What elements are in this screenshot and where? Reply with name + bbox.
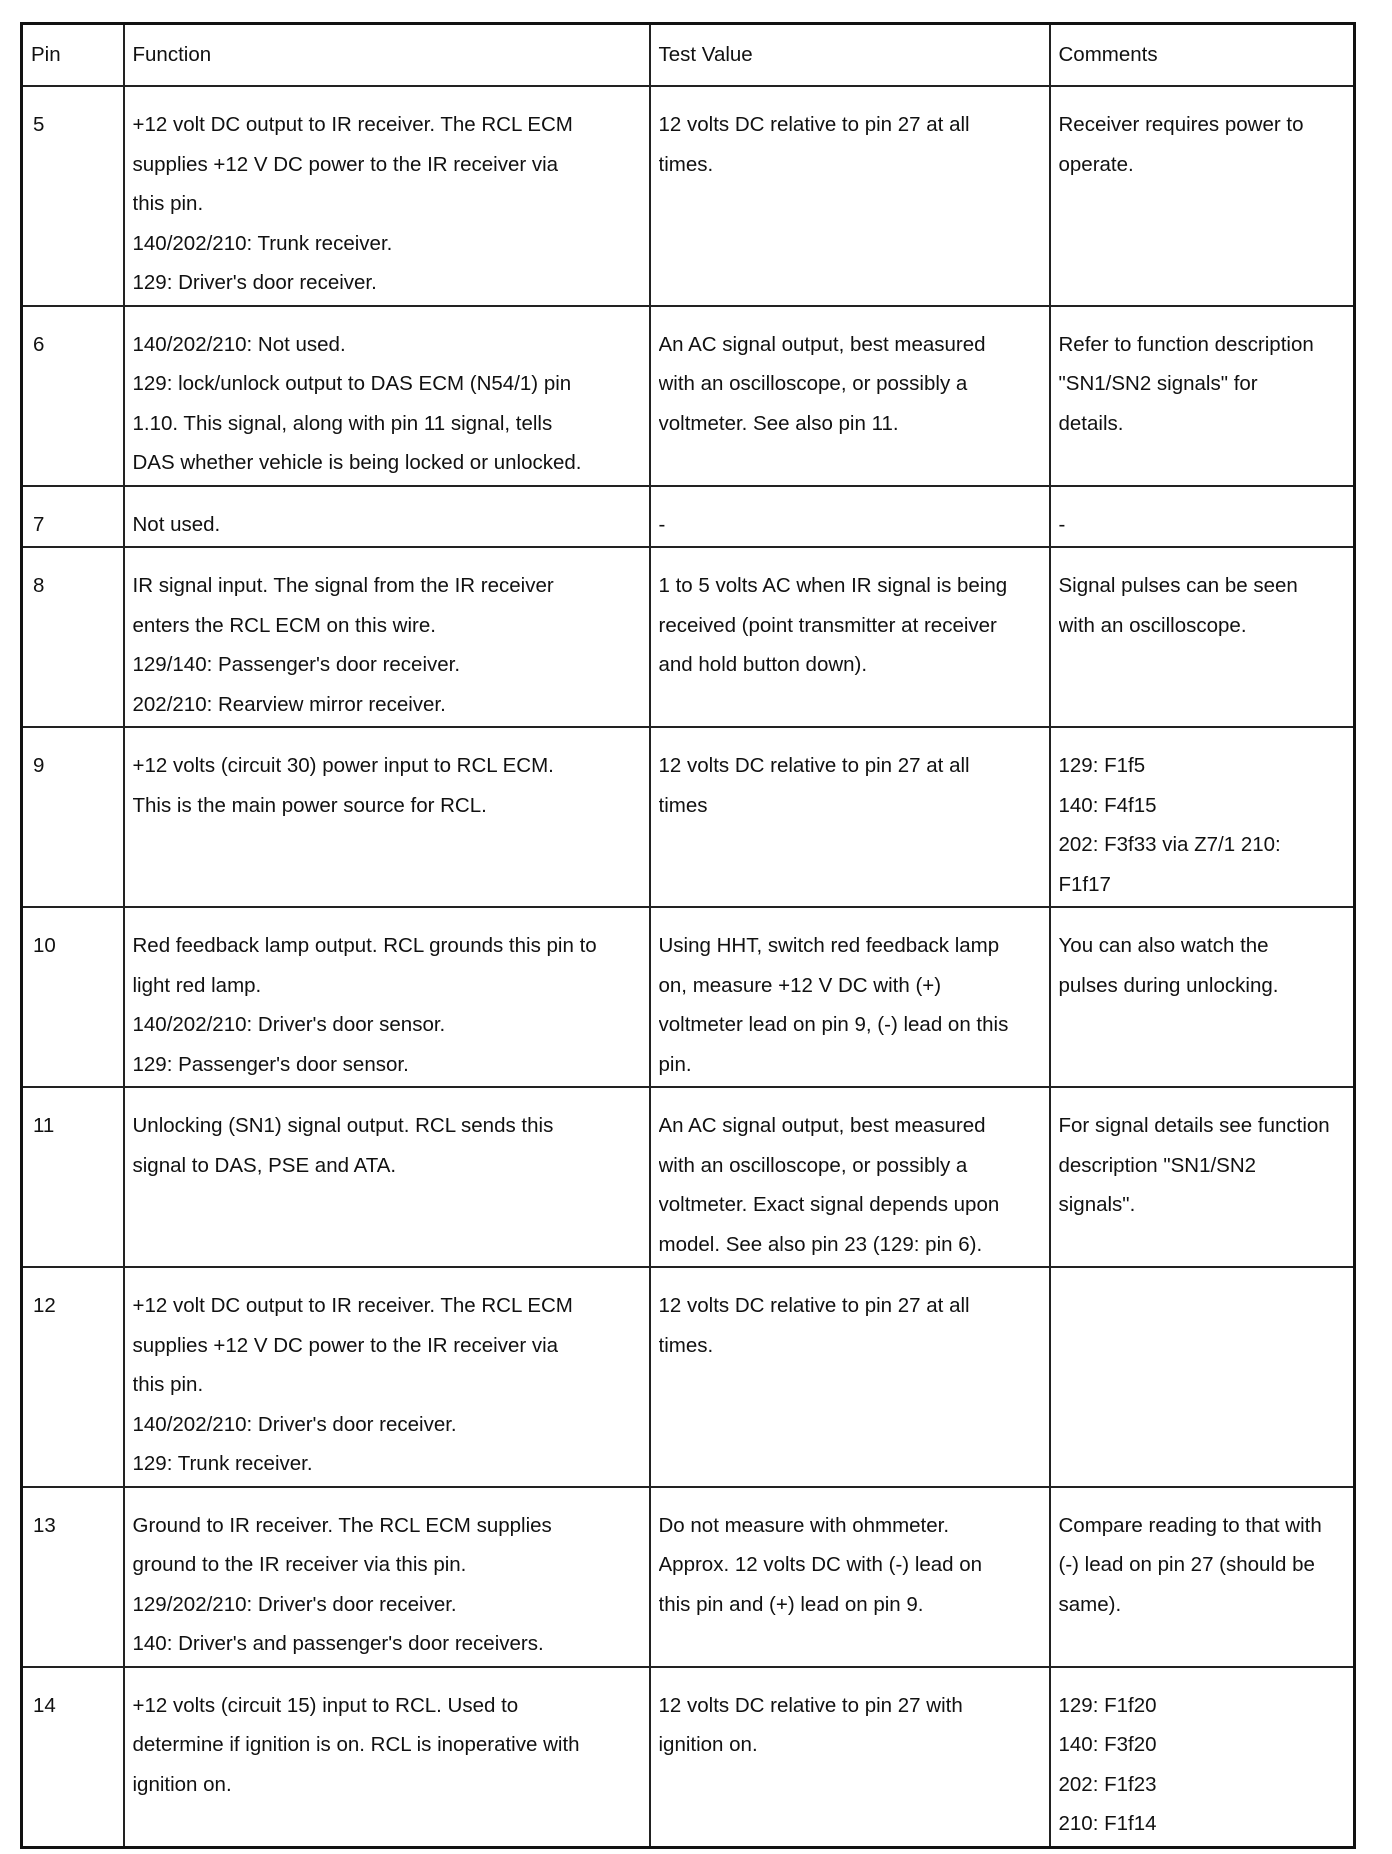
- cell-text-line: with an oscilloscope.: [1058, 613, 1247, 637]
- function-cell: [124, 1667, 650, 1848]
- table-row: [22, 907, 1355, 1087]
- function-cell: [124, 1087, 650, 1267]
- table-row: [22, 1087, 1355, 1267]
- cell-text-line: 12 volts DC relative to pin 27 at all: [658, 754, 970, 777]
- cell-text-line: 12 volts DC relative to pin 27 with: [658, 1693, 963, 1717]
- table-row: [22, 306, 1355, 486]
- cell-text-line: 129: F1f20: [1058, 1693, 1157, 1717]
- cell-text-line: this pin and (+) lead on pin 9.: [658, 1592, 924, 1616]
- cell-text-line: F1f17: [1058, 872, 1111, 896]
- cell-text-line: Signal pulses can be seen: [1058, 574, 1298, 597]
- test-value-cell: [650, 547, 1050, 727]
- comments-cell: [1050, 86, 1355, 306]
- test-value-cell: [650, 1487, 1050, 1667]
- cell-text-line: 140/202/210: Driver's door sensor.: [132, 1013, 446, 1036]
- cell-text-line: Receiver requires power to: [1058, 113, 1304, 136]
- cell-text-line: Ground to IR receiver. The RCL ECM supplies: [132, 1513, 552, 1537]
- cell-text-line: on, measure +12 V DC with (+): [658, 973, 942, 997]
- cell-text-line: supplies +12 V DC power to the IR receiver via: [132, 1333, 559, 1357]
- pin-cell: 5: [22, 86, 124, 306]
- test-value-cell: [650, 306, 1050, 486]
- header-test-value: Test Value: [650, 24, 1050, 87]
- function-cell: [124, 1487, 650, 1667]
- function-cell: [124, 86, 650, 306]
- cell-text-line: 1 to 5 volts AC when IR signal is being: [658, 574, 1008, 597]
- cell-text-line: ignition on.: [132, 1772, 232, 1796]
- function-cell: [124, 306, 650, 486]
- comments-cell: [1050, 486, 1355, 548]
- cell-text-line: pulses during unlocking.: [1058, 973, 1279, 997]
- cell-text-line: +12 volts (circuit 15) input to RCL. Used to: [132, 1693, 519, 1717]
- cell-text-line: Compare reading to that with: [1058, 1513, 1322, 1537]
- cell-text-line: -: [1058, 512, 1066, 536]
- table-row: [22, 727, 1355, 907]
- cell-text-line: +12 volt DC output to IR receiver. The RCL ECM: [132, 113, 573, 136]
- function-cell: [124, 486, 650, 548]
- cell-text-line: 129/140: Passenger's door receiver.: [132, 653, 461, 676]
- cell-text-line: DAS whether vehicle is being locked or unlocked.: [132, 451, 582, 474]
- cell-text-line: ignition on.: [658, 1733, 758, 1756]
- cell-text-line: enters the RCL ECM on this wire.: [132, 613, 436, 637]
- table-body: [22, 86, 1355, 1847]
- cell-text-line: 140: F4f15: [1058, 793, 1157, 817]
- cell-text-line: pin.: [658, 1052, 692, 1076]
- cell-text-line: same).: [1058, 1592, 1122, 1616]
- cell-text-line: 12 volts DC relative to pin 27 at all: [658, 1294, 970, 1317]
- test-value-cell: [650, 1087, 1050, 1267]
- cell-text-line: 129: Passenger's door sensor.: [132, 1052, 409, 1076]
- test-value-cell: [650, 1267, 1050, 1487]
- pin-cell: 11: [22, 1087, 124, 1267]
- cell-text-line: Red feedback lamp output. RCL grounds this pin to: [132, 934, 597, 957]
- cell-text-line: An AC signal output, best measured: [658, 332, 986, 356]
- cell-text-line: description "SN1/SN2: [1058, 1153, 1257, 1177]
- cell-text-line: 210: F1f14: [1058, 1812, 1157, 1835]
- cell-text-line: Approx. 12 volts DC with (-) lead on: [658, 1553, 983, 1576]
- pin-cell: 14: [22, 1667, 124, 1848]
- comments-cell: [1050, 1087, 1355, 1267]
- pin-cell: 9: [22, 727, 124, 907]
- comments-cell: [1050, 727, 1355, 907]
- cell-text-line: 202: F1f23: [1058, 1772, 1157, 1796]
- cell-text-line: with an oscilloscope, or possibly a: [658, 1153, 968, 1177]
- cell-text-line: operate.: [1058, 152, 1134, 176]
- pin-cell: 12: [22, 1267, 124, 1487]
- table-row: [22, 1667, 1355, 1848]
- cell-text-line: times.: [658, 152, 714, 176]
- function-cell: [124, 1267, 650, 1487]
- cell-text-line: 1.10. This signal, along with pin 11 signal, tells: [132, 411, 553, 435]
- cell-text-line: this pin.: [132, 192, 204, 215]
- cell-text-line: ground to the IR receiver via this pin.: [132, 1553, 467, 1576]
- cell-text-line: 129: Driver's door receiver.: [132, 271, 377, 294]
- cell-text-line: times.: [658, 1333, 714, 1357]
- cell-text-line: 140/202/210: Driver's door receiver.: [132, 1412, 457, 1436]
- comments-cell: [1050, 1667, 1355, 1848]
- cell-text-line: This is the main power source for RCL.: [132, 793, 487, 817]
- pin-cell: 7: [22, 486, 124, 548]
- cell-text-line: Not used.: [132, 512, 221, 536]
- header-pin: Pin: [22, 24, 124, 87]
- cell-text-line: 140: Driver's and passenger's door receivers.: [132, 1632, 544, 1655]
- cell-text-line: 202/210: Rearview mirror receiver.: [132, 692, 446, 716]
- pin-cell: 8: [22, 547, 124, 727]
- cell-text-line: 129: lock/unlock output to DAS ECM (N54/1) pin: [132, 372, 572, 395]
- cell-text-line: signals".: [1058, 1193, 1136, 1216]
- cell-text-line: +12 volts (circuit 30) power input to RCL ECM.: [132, 754, 554, 777]
- cell-text-line: model. See also pin 23 (129: pin 6).: [658, 1232, 983, 1256]
- table-row: [22, 86, 1355, 306]
- cell-text-line: determine if ignition is on. RCL is inoperative with: [132, 1733, 580, 1756]
- cell-text-line: 129: Trunk receiver.: [132, 1452, 313, 1475]
- cell-text-line: Refer to function description: [1058, 332, 1314, 356]
- table-row: [22, 547, 1355, 727]
- comments-cell: [1050, 1487, 1355, 1667]
- cell-text-line: An AC signal output, best measured: [658, 1114, 986, 1137]
- test-value-cell: [650, 486, 1050, 548]
- cell-text-line: You can also watch the: [1058, 934, 1269, 957]
- comments-cell: [1050, 907, 1355, 1087]
- cell-text-line: +12 volt DC output to IR receiver. The RCL ECM: [132, 1294, 573, 1317]
- cell-text-line: IR signal input. The signal from the IR receiver: [132, 574, 554, 597]
- cell-text-line: signal to DAS, PSE and ATA.: [132, 1153, 397, 1177]
- header-function: Function: [124, 24, 650, 87]
- cell-text-line: voltmeter lead on pin 9, (-) lead on this: [658, 1013, 1009, 1036]
- function-cell: [124, 547, 650, 727]
- cell-text-line: this pin.: [132, 1373, 204, 1396]
- pin-cell: 6: [22, 306, 124, 486]
- cell-text-line: voltmeter. Exact signal depends upon: [658, 1193, 1000, 1216]
- header-row: [22, 24, 1355, 87]
- cell-text-line: voltmeter. See also pin 11.: [658, 411, 899, 435]
- cell-text-line: 129: F1f5: [1058, 754, 1146, 777]
- table-row: [22, 1267, 1355, 1487]
- cell-text-line: 202: F3f33 via Z7/1 210:: [1058, 833, 1281, 856]
- comments-cell: [1050, 547, 1355, 727]
- test-value-cell: [650, 727, 1050, 907]
- function-cell: [124, 907, 650, 1087]
- cell-text-line: with an oscilloscope, or possibly a: [658, 372, 968, 395]
- cell-text-line: 129/202/210: Driver's door receiver.: [132, 1592, 457, 1616]
- cell-text-line: (-) lead on pin 27 (should be: [1058, 1553, 1315, 1576]
- cell-text-line: details.: [1058, 411, 1124, 435]
- test-value-cell: [650, 1667, 1050, 1848]
- cell-text-line: times: [658, 793, 708, 817]
- test-value-cell: [650, 907, 1050, 1087]
- cell-text-line: Using HHT, switch red feedback lamp: [658, 934, 1000, 957]
- cell-text-line: supplies +12 V DC power to the IR receiver via: [132, 152, 559, 176]
- pin-cell: 13: [22, 1487, 124, 1667]
- comments-cell: [1050, 1267, 1355, 1487]
- cell-text-line: For signal details see function: [1058, 1114, 1330, 1137]
- table-row: [22, 1487, 1355, 1667]
- cell-text-line: "SN1/SN2 signals" for: [1058, 372, 1258, 395]
- cell-text-line: -: [658, 512, 666, 536]
- comments-cell: [1050, 306, 1355, 486]
- cell-text-line: Do not measure with ohmmeter.: [658, 1513, 950, 1537]
- cell-text-line: 140/202/210: Not used.: [132, 332, 346, 356]
- pin-cell: 10: [22, 907, 124, 1087]
- cell-text-line: received (point transmitter at receiver: [658, 613, 997, 637]
- test-value-cell: [650, 86, 1050, 306]
- function-cell: [124, 727, 650, 907]
- cell-text-line: 12 volts DC relative to pin 27 at all: [658, 113, 970, 136]
- pin-table: [20, 22, 1356, 1849]
- cell-text-line: Unlocking (SN1) signal output. RCL sends this: [132, 1114, 554, 1137]
- cell-text-line: light red lamp.: [132, 973, 262, 997]
- header-comments: Comments: [1050, 24, 1355, 87]
- cell-text-line: 140: F3f20: [1058, 1733, 1157, 1756]
- table-row: [22, 486, 1355, 548]
- cell-text-line: and hold button down).: [658, 653, 868, 676]
- cell-text-line: 140/202/210: Trunk receiver.: [132, 231, 393, 255]
